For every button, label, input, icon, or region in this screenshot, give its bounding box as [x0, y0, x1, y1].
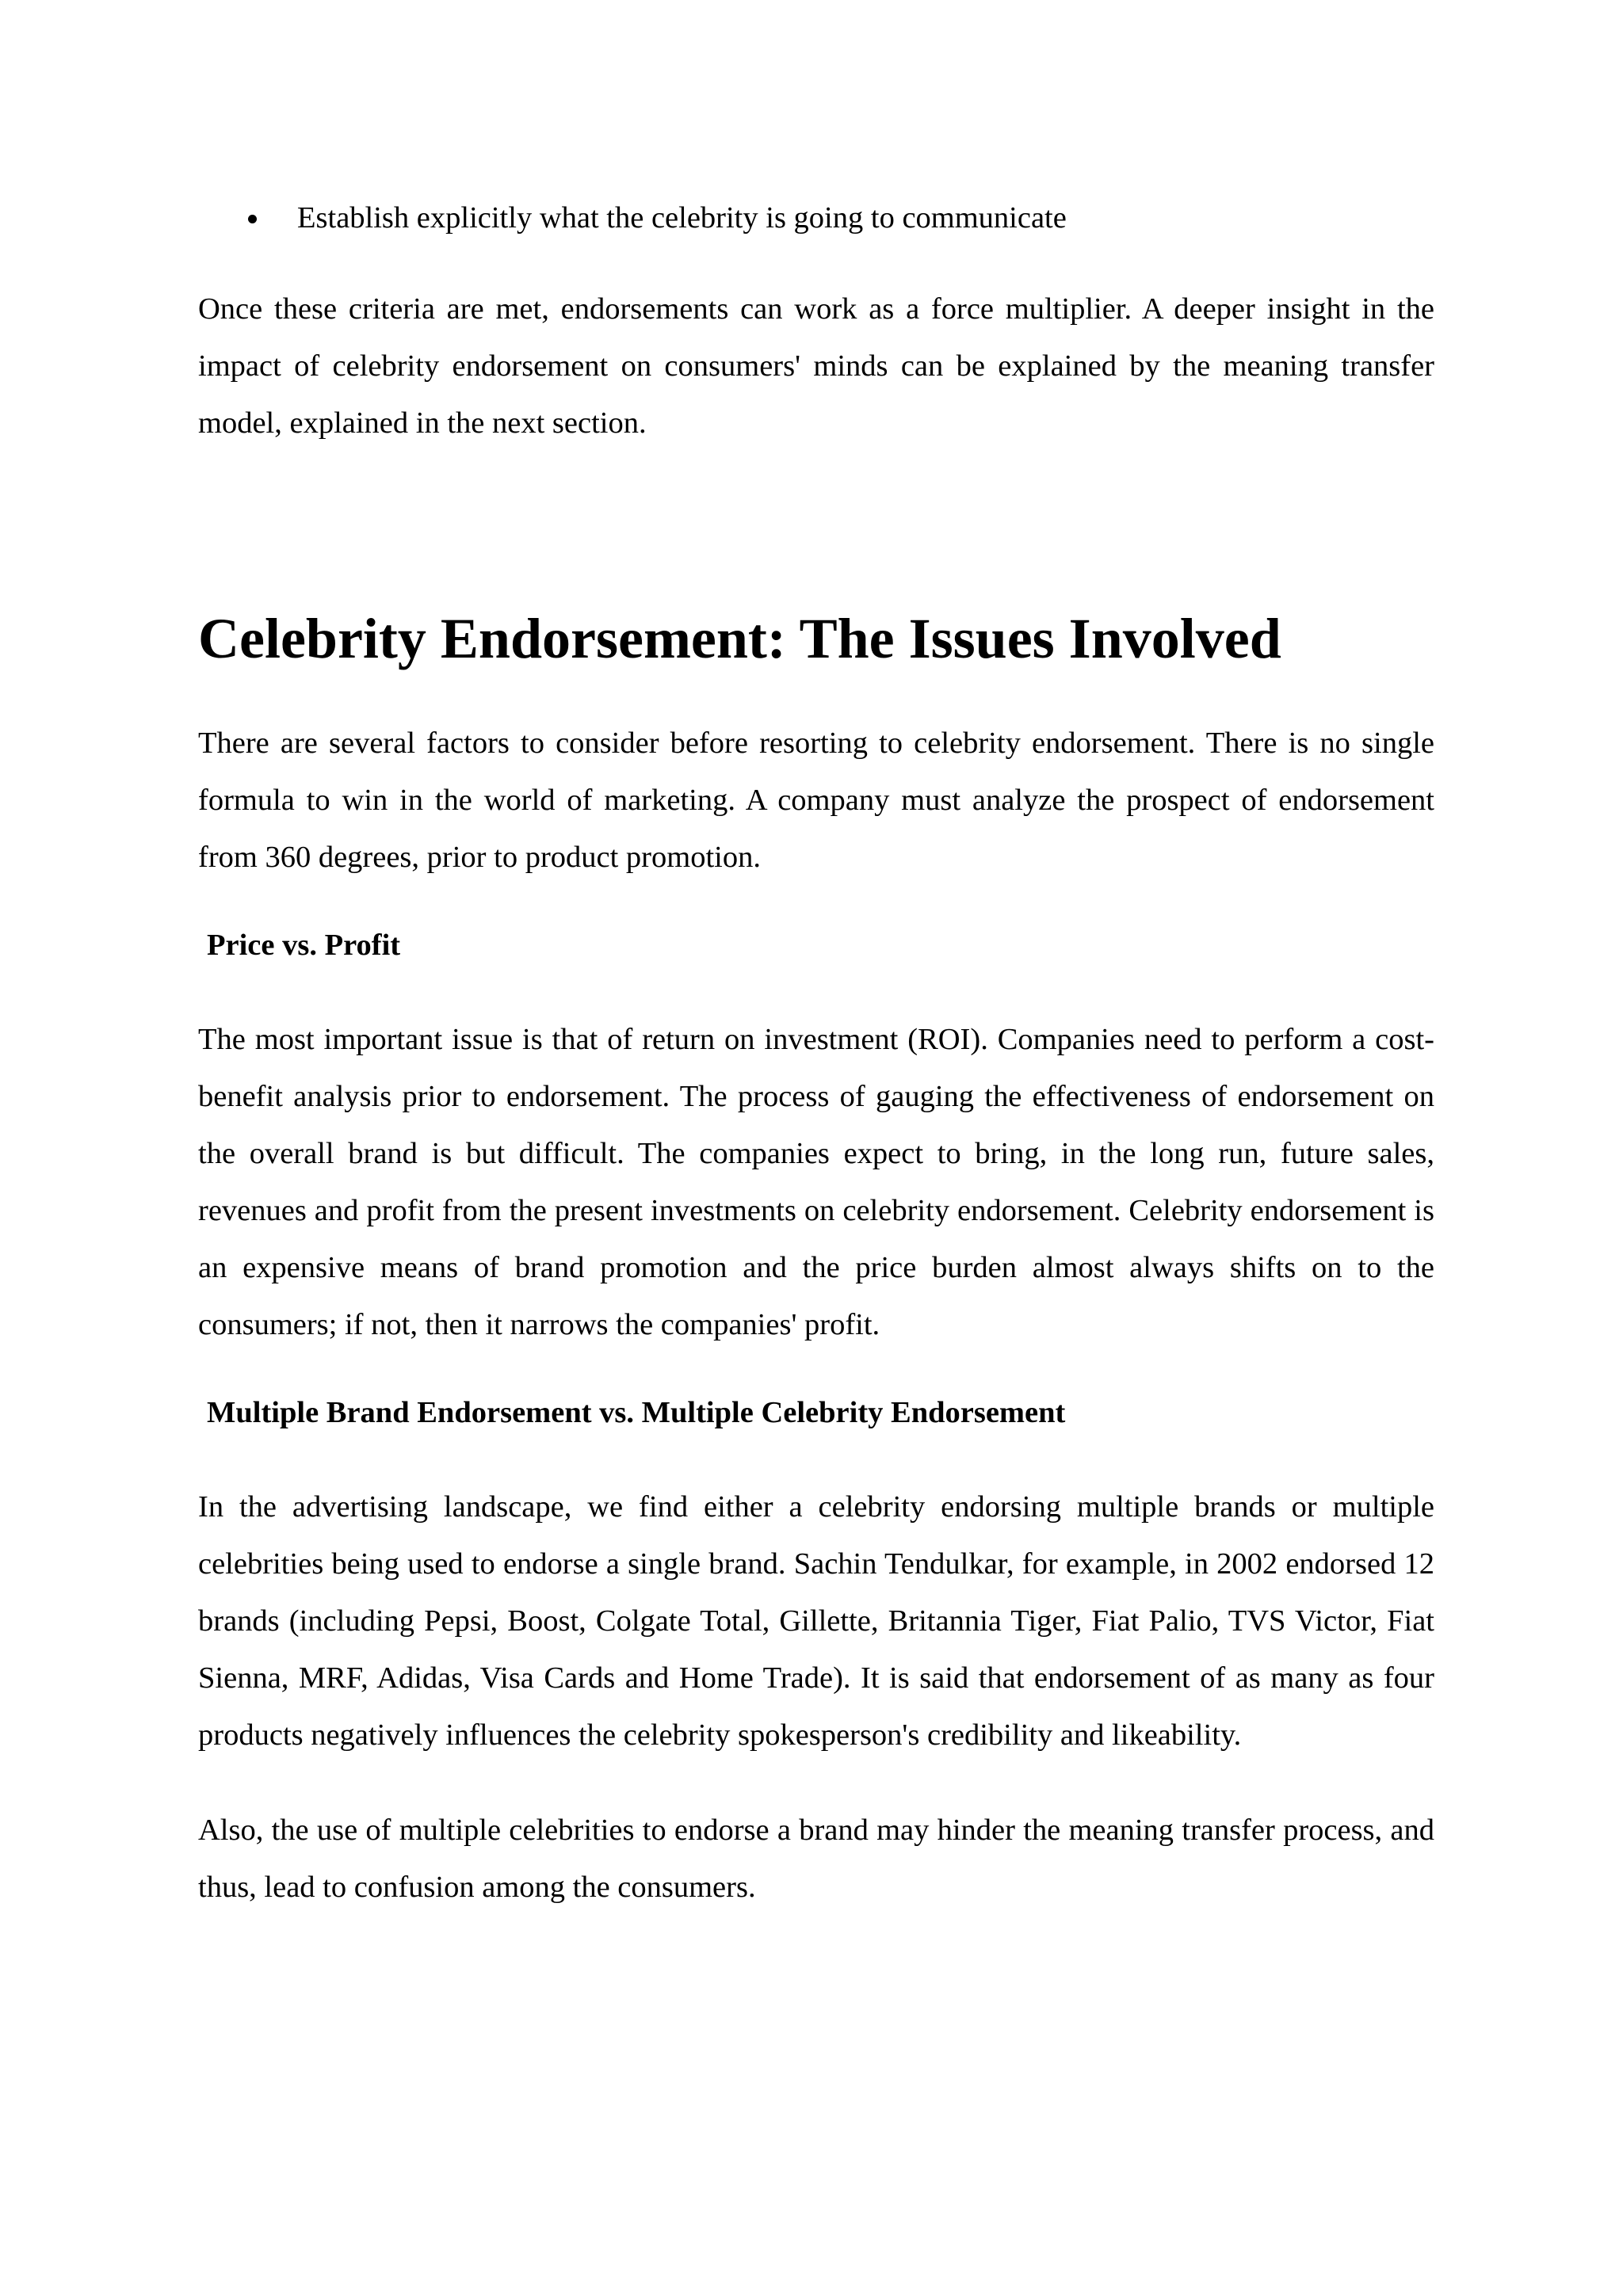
- criteria-list: [198, 192, 1434, 244]
- intro-paragraph: Once these criteria are met, endorsements can work as a force multiplier. A deeper insight in the impact of celebrity endorsement on consumers' minds can be explained by the meaning transfer model, explained in the next section.: [198, 292, 1434, 440]
- bullet-icon: [248, 215, 257, 223]
- price-profit-paragraph: The most important issue is that of return on investment (ROI). Companies need to perform a cost-benefit analysis prior to endorsement. The process of gauging the effectiveness of endorsement on the overall brand is but difficult. The companies expect to bring, in the long run, future sales, revenues and profit from the present investments on celebrity endorsement. Celebrity endorsement is an expensive means of brand promotion and the price burden almost always shifts on to the consumers; if not, then it narrows the companies' profit.: [198, 1023, 1434, 1341]
- multiple-endorsement-heading: Multiple Brand Endorsement vs. Multiple Celebrity Endorsement: [207, 1396, 1066, 1429]
- price-profit-heading: Price vs. Profit: [207, 929, 401, 962]
- multiple-endorsement-paragraph: In the advertising landscape, we find either a celebrity endorsing multiple brands or multiple celebrities being used to endorse a single brand. Sachin Tendulkar, for example, in 2002 endorsed 12 brands (including Pepsi, Boost, Colgate Total, Gillette, Britannia Tiger, Fiat Palio, TVS Victor, Fiat Sienna, MRF, Adidas, Visa Cards and Home Trade). It is said that endorsement of as many as four products negatively influences the celebrity spokesperson's credibility and likeability.: [198, 1490, 1434, 1752]
- multiple-celebrities-paragraph: Also, the use of multiple celebrities to endorse a brand may hinder the meaning transfer process, and thus, lead to confusion among the consumers.: [198, 1814, 1434, 1904]
- list-item: [198, 192, 1434, 244]
- issues-paragraph: There are several factors to consider before resorting to celebrity endorsement. There is no single formula to win in the world of marketing. A company must analyze the prospect of endorsement from 360 degrees, prior to product promotion.: [198, 727, 1434, 874]
- page-content: [198, 192, 1434, 1916]
- section-title: Celebrity Endorsement: The Issues Involved: [198, 607, 1281, 670]
- list-item-text: Establish explicitly what the celebrity is going to communicate: [297, 201, 1067, 235]
